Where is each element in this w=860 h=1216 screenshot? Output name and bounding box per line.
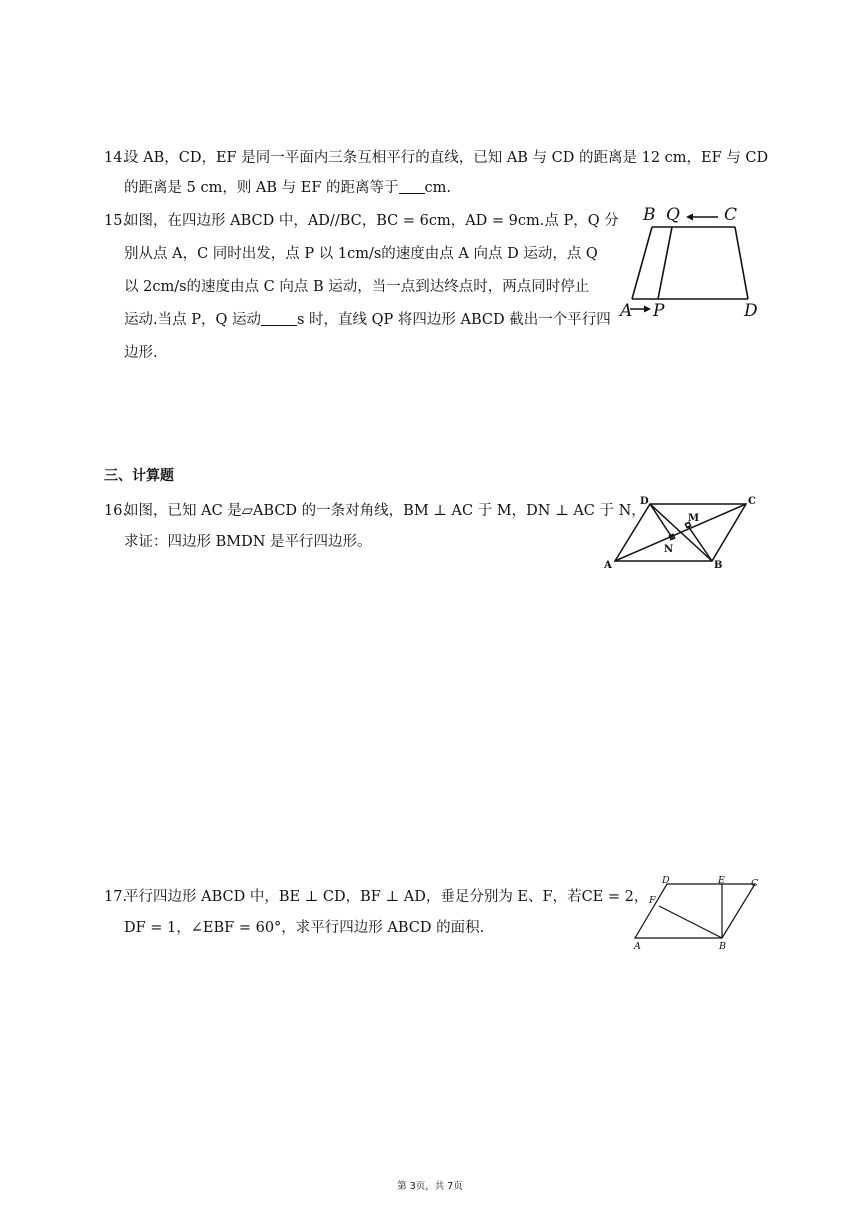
question-text-line: 的距离是 5 cm，则 AB 与 EF 的距离等于 cm. (124, 180, 452, 196)
point-label-b: B (719, 941, 726, 952)
point-label-d: D (640, 496, 649, 507)
question-text-line: DF = 1，∠EBF = 60°，求平行四边形 ABCD 的面积. (124, 920, 485, 936)
point-label-c: C (751, 878, 759, 889)
question-text-line: 运动.当点 P，Q 运动 s 时，直线 QP 将四边形 ABCD 截出一个平行四 (124, 312, 611, 328)
question-number: 15. (104, 213, 128, 229)
point-label-p: P (653, 301, 665, 321)
point-label-a: A (620, 301, 633, 321)
point-label-b: B (714, 560, 723, 571)
point-label-d: D (744, 301, 758, 321)
question-text-line: 边形. (124, 345, 158, 361)
point-label-q: Q (666, 205, 680, 225)
question-number: 14. (104, 150, 128, 166)
question-number: 16. (104, 503, 128, 519)
question-text-line: 如图，已知 AC 是▱ABCD 的一条对角线，BM ⊥ AC 于 M，DN ⊥ AC 于 N， (124, 503, 646, 519)
point-label-b: B (643, 205, 656, 225)
question-text-line: 平行四边形 ABCD 中，BE ⊥ CD，BF ⊥ AD，垂足分别为 E、F，若CE = 2， (124, 889, 649, 905)
point-label-d: D (662, 875, 670, 886)
point-label-m: M (688, 513, 700, 524)
question-number: 17. (104, 889, 128, 905)
point-label-e: E (718, 875, 725, 886)
question-text-line: 求证：四边形 BMDN 是平行四边形。 (124, 534, 372, 550)
answer-blank[interactable] (261, 311, 297, 326)
answer-blank[interactable] (399, 179, 425, 194)
point-label-a: A (604, 560, 612, 571)
trapezoid-figure (615, 200, 765, 325)
question-text-line: 如图，在四边形 ABCD 中，AD//BC，BC = 6cm，AD = 9cm.点 P，Q 分 (124, 213, 619, 229)
question-text-line: 别从点 A，C 同时出发，点 P 以 1cm/s的速度由点 A 向点 D 运动，点 Q (124, 246, 598, 262)
point-label-n: N (664, 544, 674, 555)
question-text-line: 以 2cm/s的速度由点 C 向点 B 运动，当一点到达终点时，两点同时停止 (124, 279, 590, 295)
point-label-c: C (724, 205, 738, 225)
parallelogram-figure-abcd (630, 872, 770, 954)
parallelogram-figure-bmdn (600, 492, 765, 572)
question-text-line: 设 AB，CD，EF 是同一平面内三条互相平行的直线，已知 AB 与 CD 的距离是 12 cm，EF 与 CD (124, 150, 769, 166)
page-footer: 第 3页，共 7页 (397, 1181, 463, 1192)
point-label-f: F (649, 895, 656, 906)
point-label-a: A (634, 941, 641, 952)
point-label-c: C (748, 496, 756, 507)
section-title: 三、计算题 (104, 468, 174, 484)
